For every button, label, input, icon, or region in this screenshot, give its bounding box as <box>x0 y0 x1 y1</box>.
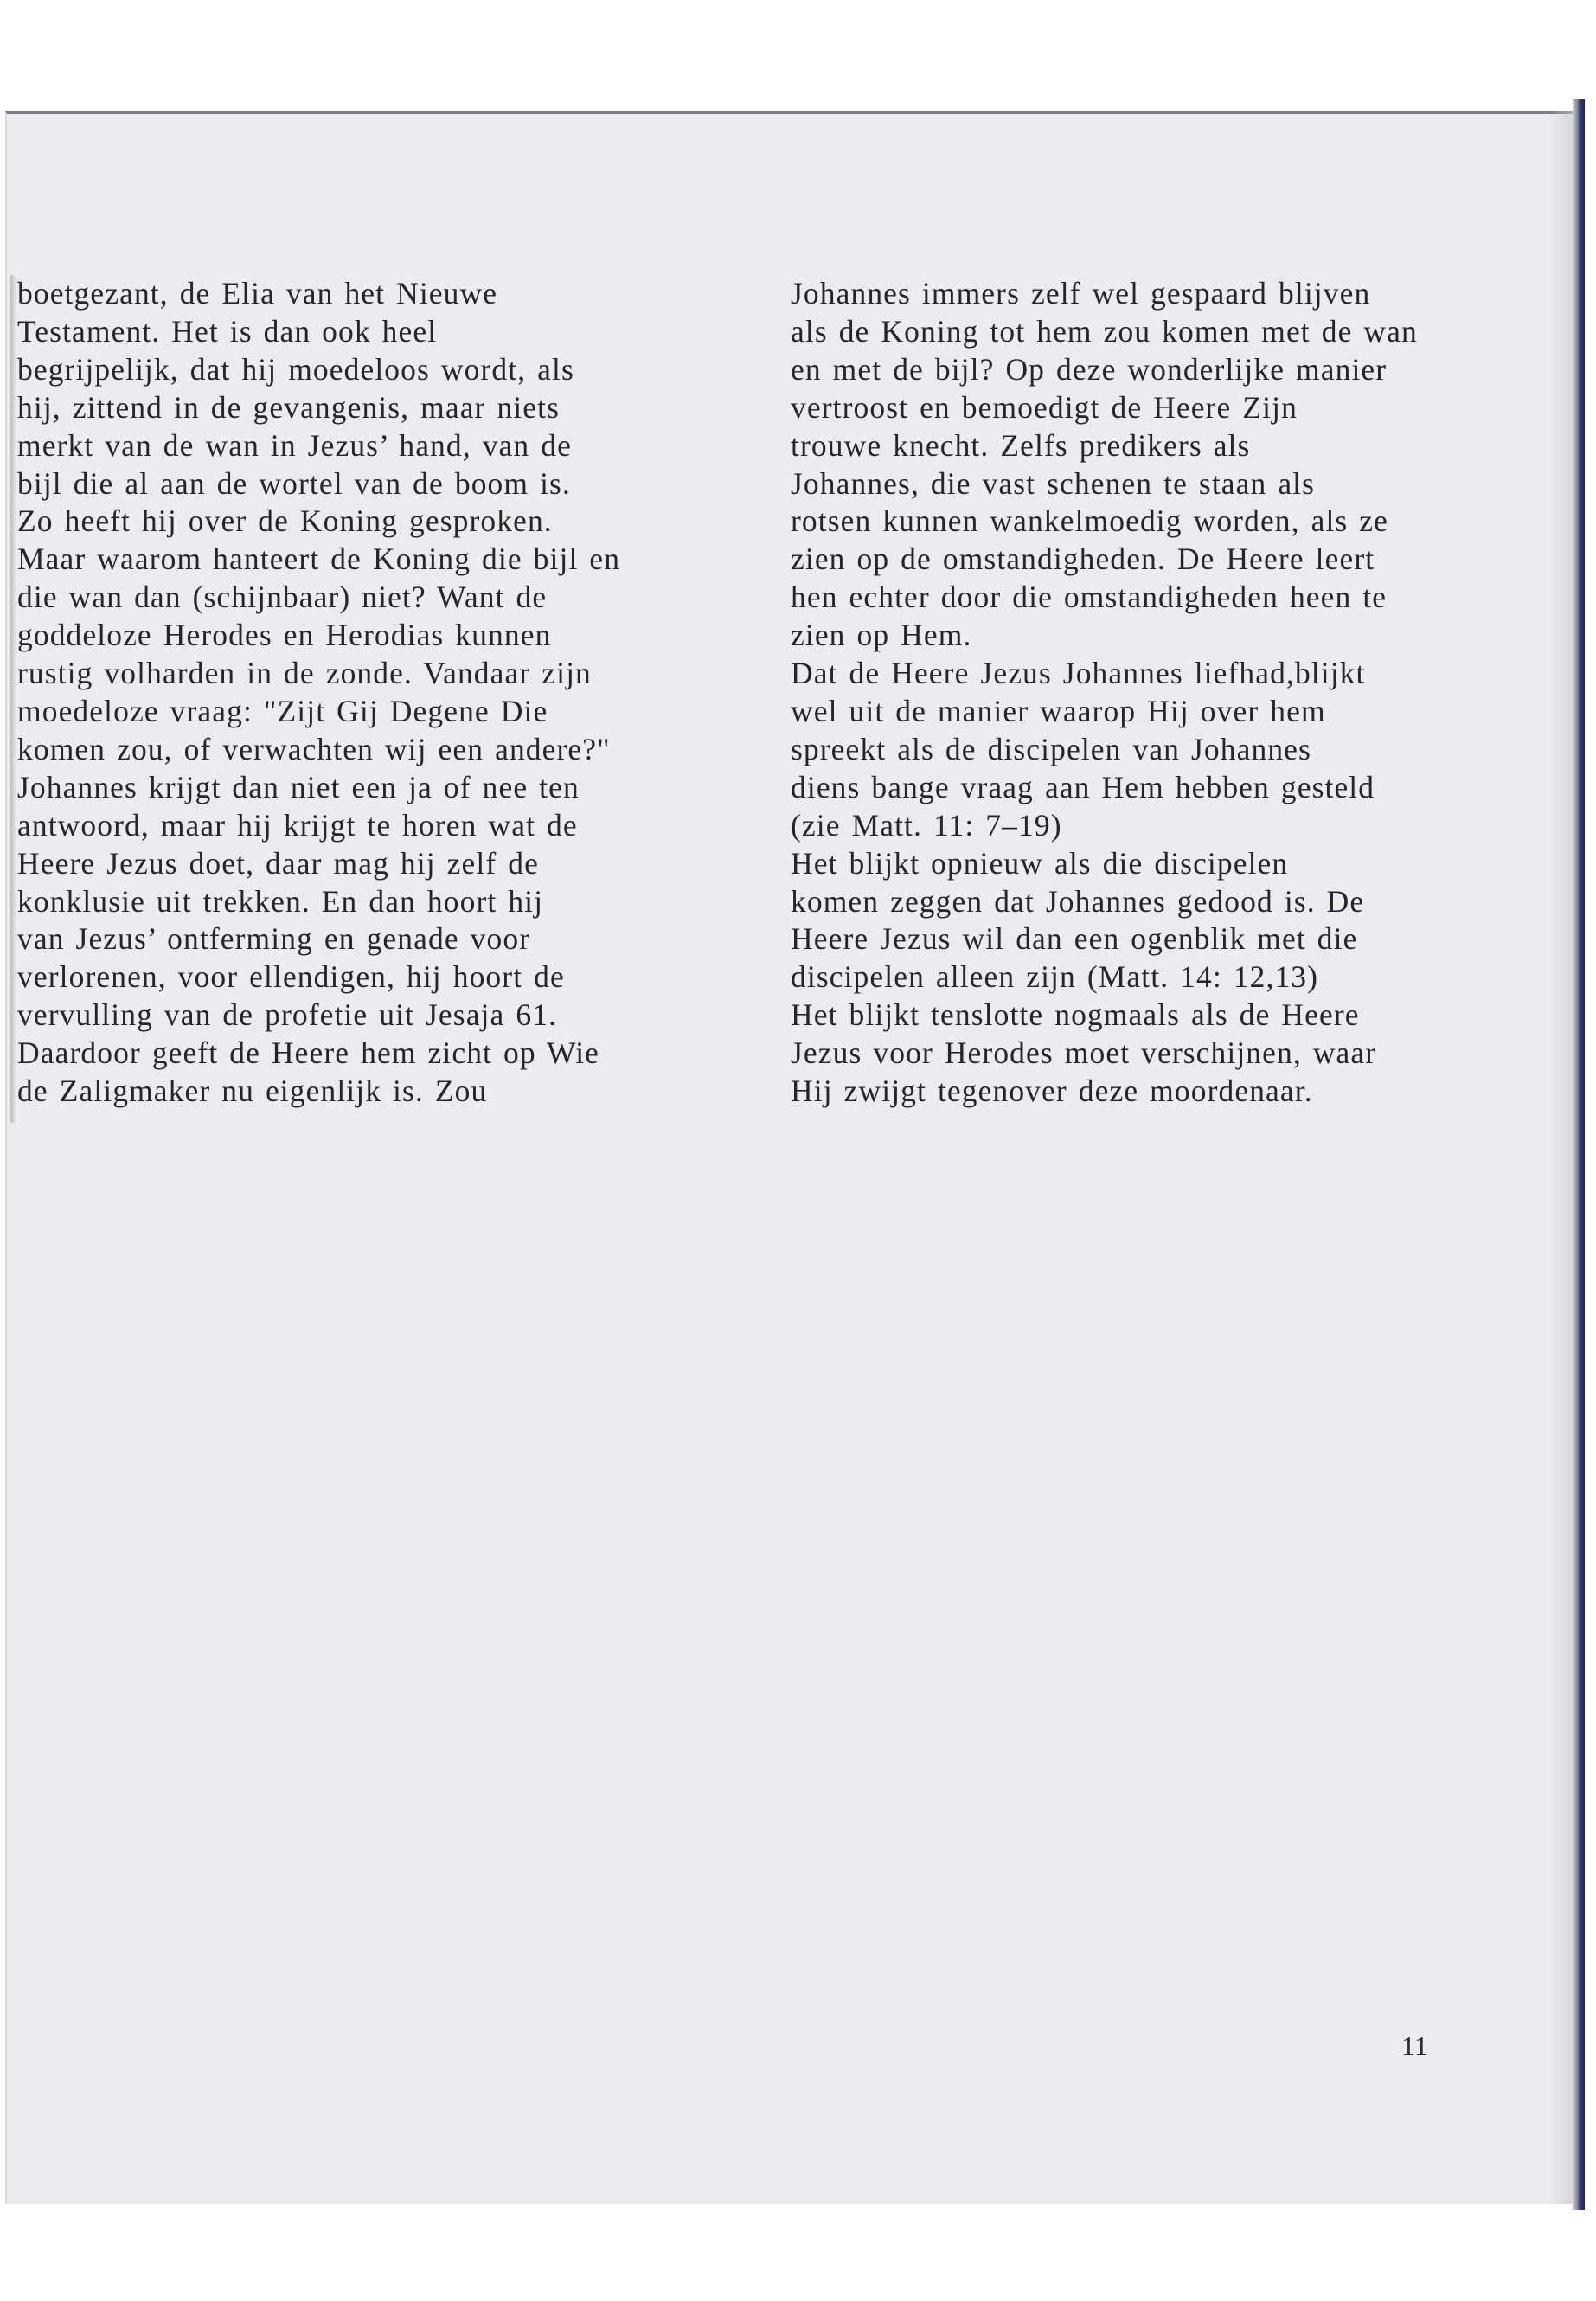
text-line: Testament. Het is dan ook heel <box>17 313 438 349</box>
text-line: konklusie uit trekken. En dan hoort hij <box>17 883 544 919</box>
text-line: discipelen alleen zijn (Matt. 14: 12,13) <box>791 959 1319 995</box>
text-line: vertroost en bemoedigt de Heere Zijn <box>791 389 1298 425</box>
text-line: Het blijkt tenslotte nogmaals als de Heere <box>791 997 1360 1033</box>
text-line: trouwe knecht. Zelfs predikers als <box>791 427 1251 463</box>
text-line: bijl die al aan de wortel van de boom is. <box>17 465 571 501</box>
text-line: hij, zittend in de gevangenis, maar niets <box>17 389 560 425</box>
left-text-column <box>17 275 770 1111</box>
text-line: die wan dan (schijnbaar) niet? Want de <box>17 580 548 615</box>
text-line: en met de bijl? Op deze wonderlijke manier <box>791 351 1388 387</box>
page-number: 11 <box>1401 2030 1428 2061</box>
text-line: zien op de omstandigheden. De Heere leert <box>791 542 1375 577</box>
text-line: spreekt als de discipelen van Johannes <box>791 731 1311 766</box>
text-line: merkt van de wan in Jezus’ hand, van de <box>17 427 572 463</box>
text-line: boetgezant, de Elia van het Nieuwe <box>17 276 498 311</box>
text-line: Johannes immers zelf wel gespaard blijven <box>791 276 1371 311</box>
text-line: rustig volharden in de zonde. Vandaar zijn <box>17 656 592 691</box>
book-cover-edge <box>1573 99 1585 2210</box>
text-line: Het blijkt opnieuw als die discipelen <box>791 845 1289 881</box>
text-line: (zie Matt. 11: 7–19) <box>791 807 1062 843</box>
text-line: wel uit de manier waarop Hij over hem <box>791 693 1326 728</box>
text-line: goddeloze Herodes en Herodias kunnen <box>17 618 552 653</box>
text-line: zien op Hem. <box>791 618 972 653</box>
page-edge-shadow <box>1548 111 1573 2204</box>
text-line: Jezus voor Herodes moet verschijnen, waar <box>791 1035 1377 1071</box>
text-line: moedeloze vraag: "Zijt Gij Degene Die <box>17 693 548 728</box>
text-line: antwoord, maar hij krijgt te horen wat de <box>17 807 578 843</box>
text-line: rotsen kunnen wankelmoedig worden, als ze <box>791 503 1389 539</box>
text-line: komen zou, of verwachten wij een andere?" <box>17 731 611 766</box>
left-margin-shadow <box>10 275 16 1123</box>
text-line: Dat de Heere Jezus Johannes liefhad,blijkt <box>791 656 1366 691</box>
text-line: Daardoor geeft de Heere hem zicht op Wie <box>17 1035 600 1071</box>
text-line: Heere Jezus doet, daar mag hij zelf de <box>17 845 539 881</box>
text-line: Heere Jezus wil dan een ogenblik met die <box>791 921 1358 957</box>
text-line: komen zeggen dat Johannes gedood is. De <box>791 883 1365 919</box>
text-line: van Jezus’ ontferming en genade voor <box>17 921 531 957</box>
text-line: diens bange vraag aan Hem hebben gesteld <box>791 769 1375 804</box>
text-line: Johannes, die vast schenen te staan als <box>791 465 1316 501</box>
text-line: als de Koning tot hem zou komen met de wan <box>791 313 1418 349</box>
text-line: hen echter door die omstandigheden heen te <box>791 580 1388 615</box>
text-line: vervulling van de profetie uit Jesaja 61. <box>17 997 558 1033</box>
text-line: Hij zwijgt tegenover deze moordenaar. <box>791 1074 1313 1109</box>
text-line: de Zaligmaker nu eigenlijk is. Zou <box>17 1074 488 1109</box>
text-line: verlorenen, voor ellendigen, hij hoort de <box>17 959 565 995</box>
text-line: Zo heeft hij over de Koning gesproken. <box>17 503 553 539</box>
text-line: begrijpelijk, dat hij moedeloos wordt, als <box>17 351 574 387</box>
right-text-column <box>791 275 1535 1111</box>
text-line: Maar waarom hanteert de Koning die bijl en <box>17 542 621 577</box>
text-line: Johannes krijgt dan niet een ja of nee ten <box>17 769 580 804</box>
